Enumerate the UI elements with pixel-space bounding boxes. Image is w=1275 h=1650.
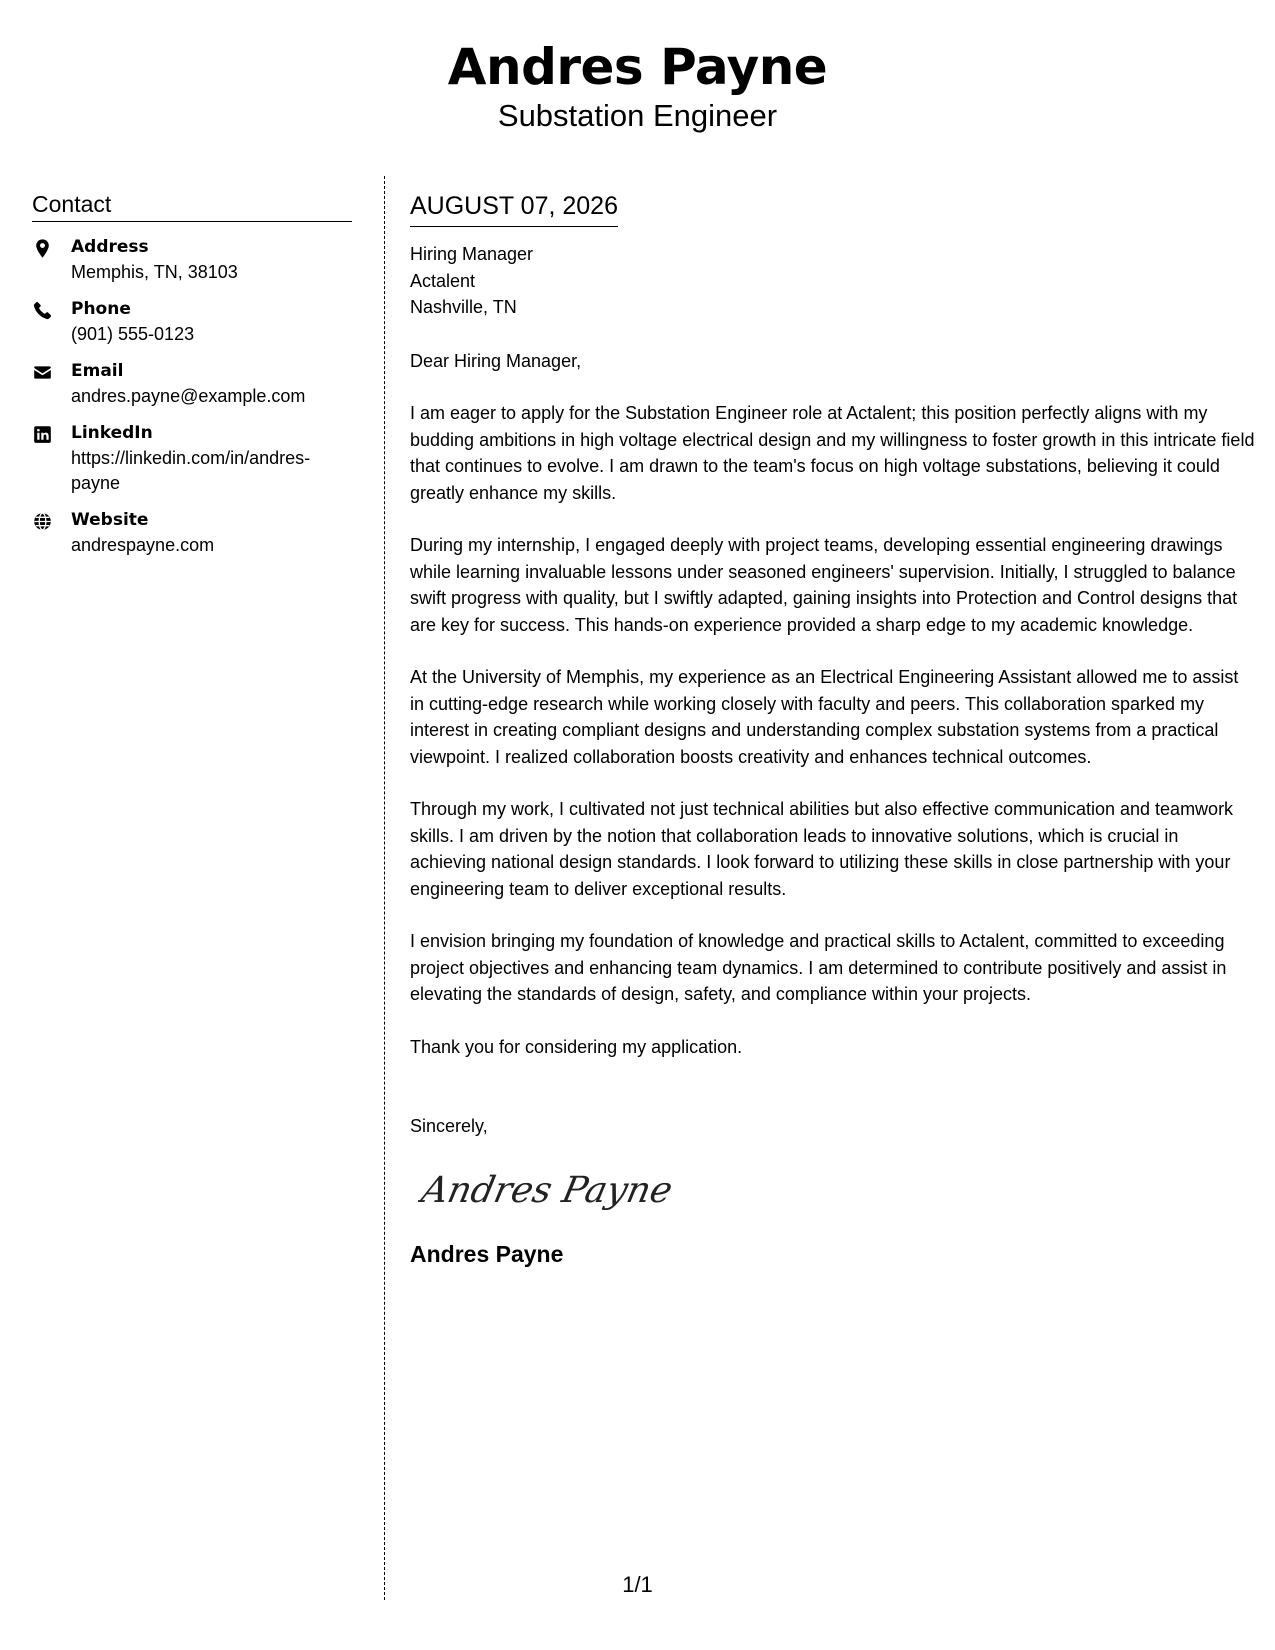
applicant-name: Andres Payne bbox=[447, 38, 828, 96]
body-paragraph: I envision bringing my foundation of knowledge and practical skills to Actalent, committed to exceeding project objectives and enhancing team dynamics. I am determined to contribute positively and assist in elevating the standards of design, safety, and compliance within your projects. bbox=[410, 931, 1227, 1004]
job-title: Substation Engineer bbox=[497, 98, 778, 133]
recipient-location: Nashville, TN bbox=[410, 297, 517, 317]
closing: Sincerely, bbox=[410, 1116, 488, 1136]
body-paragraph: During my internship, I engaged deeply with project teams, developing essential engineering drawings while learning invaluable lessons under seasoned engineers' supervision. Initially, I struggled to balance swift progress with quality, but I swiftly adapted, gaining insights into Protection and Control designs that are key for success. This hands-on experience provided a sharp edge to my academic knowledge. bbox=[410, 535, 1238, 635]
signer-name: Andres Payne bbox=[410, 1241, 564, 1267]
phone-icon bbox=[32, 300, 53, 321]
contact-linkedin-label: LinkedIn bbox=[71, 423, 153, 443]
contact-email-value[interactable]: andres.payne@example.com bbox=[71, 386, 306, 406]
contact-website-label: Website bbox=[71, 510, 149, 530]
globe-icon bbox=[32, 511, 53, 532]
recipient-block bbox=[410, 241, 1255, 321]
contact-email bbox=[32, 359, 352, 409]
contact-address-label: Address bbox=[71, 237, 149, 257]
contact-address bbox=[32, 235, 352, 285]
body-paragraph: I am eager to apply for the Substation Engineer role at Actalent; this position perfectly aligns with my budding ambitions in high voltage electrical design and my willingness to foster growth in this intricate field that continues to evolve. I am drawn to the team's focus on high voltage substations, believing it could greatly enhance my skills. bbox=[410, 403, 1255, 503]
linkedin-icon bbox=[32, 424, 53, 445]
handwritten-signature bbox=[418, 1154, 678, 1224]
contact-phone bbox=[32, 297, 352, 347]
signature-text: Andres Payne bbox=[418, 1167, 677, 1211]
map-pin-icon bbox=[32, 238, 53, 259]
contact-list bbox=[32, 235, 352, 558]
letter-header bbox=[0, 36, 1275, 134]
closing-thanks: Thank you for considering my application. bbox=[410, 1036, 743, 1057]
column-divider bbox=[384, 176, 385, 1600]
contact-email-label: Email bbox=[71, 361, 124, 381]
contact-address-value: Memphis, TN, 38103 bbox=[71, 262, 238, 282]
recipient-company: Actalent bbox=[410, 270, 476, 291]
body-paragraph: Through my work, I cultivated not just technical abilities but also effective communication and teamwork skills. I am driven by the notion that collaboration leads to innovative solutions, which is crucial in achieving national design standards. I look forward to utilizing these skills in close partnership with your engineering team to deliver exceptional results. bbox=[410, 799, 1234, 899]
recipient-name: Hiring Manager bbox=[410, 244, 534, 264]
contact-website-value[interactable]: andrespayne.com bbox=[71, 535, 215, 555]
letter-body bbox=[410, 190, 1255, 1269]
envelope-icon bbox=[32, 362, 53, 383]
contact-phone-value: (901) 555-0123 bbox=[71, 324, 195, 344]
contact-linkedin bbox=[32, 421, 352, 496]
body-paragraph: At the University of Memphis, my experience as an Electrical Engineering Assistant allowed me to assist in cutting-edge research while working closely with faculty and peers. This collaboration sparked my interest in creating compliant designs and understanding complex substation systems from a practical viewpoint. I realized collaboration boosts creativity and enhances technical outcomes. bbox=[410, 667, 1239, 767]
contact-heading: Contact bbox=[32, 190, 352, 222]
salutation: Dear Hiring Manager, bbox=[410, 350, 582, 371]
contact-phone-label: Phone bbox=[71, 299, 131, 319]
contact-sidebar bbox=[32, 190, 352, 558]
letter-date: AUGUST 07, 2026 bbox=[410, 190, 618, 227]
contact-linkedin-value[interactable]: https://linkedin.com/in/andres-payne bbox=[71, 448, 311, 493]
page-number: 1/1 bbox=[622, 1572, 653, 1597]
contact-website bbox=[32, 508, 352, 558]
